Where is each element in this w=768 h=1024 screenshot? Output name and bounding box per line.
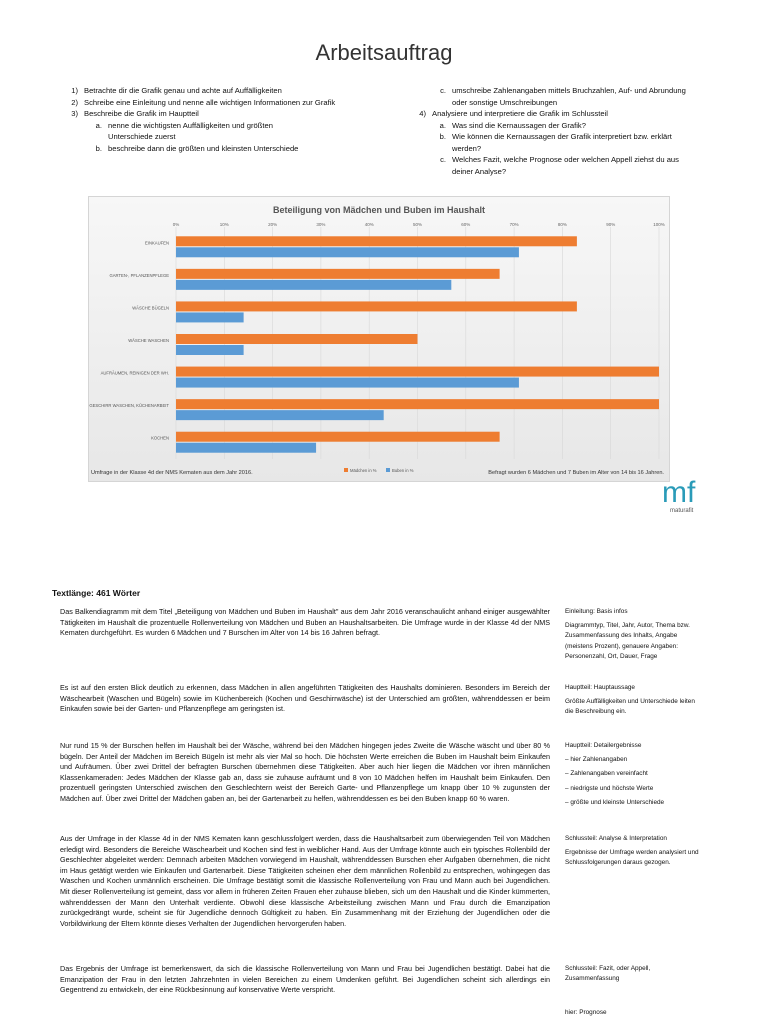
category-label: GARTEN-, PFLANZENPFLEGE [109, 272, 169, 278]
x-tick-label: 100% [653, 222, 665, 227]
x-tick-label: 60% [461, 222, 471, 227]
x-tick-label: 70% [509, 222, 519, 227]
bar-maedchen [176, 269, 500, 279]
bar-chart [88, 196, 670, 482]
side-note-details: Hauptteil: Detailergebnisse – hier Zahlenangaben – Zahlenangaben vereinfacht – niedrigste und höchste Werte – größte und kleinste Unterschiede [565, 742, 665, 806]
legend-label: Buben in % [392, 468, 414, 473]
task-subitem: c. Welches Fazit, welche Prognose oder welchen Appell ziehst du aus deiner Analyse? [440, 155, 679, 176]
bar-maedchen [176, 432, 500, 442]
bar-maedchen [176, 399, 659, 409]
x-tick-label: 10% [219, 222, 229, 227]
bar-buben [176, 410, 384, 420]
x-tick-label: 30% [316, 222, 326, 227]
task-list-right [400, 85, 710, 177]
bar-maedchen [176, 301, 577, 311]
task-item: 3) Beschreibe die Grafik im Hauptteil [71, 109, 199, 118]
x-tick-label: 20% [268, 222, 278, 227]
chart-canvas [89, 197, 669, 481]
svg-text:maturafit: maturafit [670, 508, 694, 514]
legend-swatch [386, 468, 390, 472]
paragraph-introduction: Das Balkendiagramm mit dem Titel „Beteiligung von Mädchen und Buben im Haushalt" aus dem Jahr 2016 veranschaulicht anhand einiger ausgewählter Tätigkeiten im Haushalt die prozentuelle Rollenverteilung von Mädchen und Buben an Haushaltsarbeiten. Die Umfrage wurde in der Klasse 4d der NMS Kematen durchgeführt. Es wurden 6 Mädchen und 7 Burschen im Alter von 14 bis 16 Jahren befragt. [60, 607, 550, 638]
svg-text:mf: mf [662, 476, 696, 509]
x-tick-label: 90% [606, 222, 616, 227]
task-subitem: a. Was sind die Kernaussagen der Grafik? [439, 120, 586, 130]
task-item: 4) Analysiere und interpretiere die Grafik im Schlussteil [419, 109, 608, 118]
x-tick-label: 50% [412, 222, 423, 227]
bar-buben [176, 312, 244, 322]
task-subitem: b. beschreibe dann die größten und kleinsten Unterschiede [95, 143, 299, 153]
category-label: AUFRÄUMEN, REINIGEN DER WH. [100, 370, 169, 376]
bar-maedchen [176, 367, 659, 377]
task-item: 2) Schreibe eine Einleitung und nenne alle wichtigen Informationen zur Grafik [71, 97, 336, 107]
side-note-analysis: Schlussteil: Analyse & Interpretation Ergebnisse der Umfrage werden analysiert und Schlussfolgerungen daraus gezogen. [565, 835, 699, 867]
side-note-main: Hauptteil: Hauptaussage Größte Auffälligkeiten und Unterschiede leiten die Beschreibung ein. [565, 684, 695, 716]
bar-buben [176, 280, 451, 290]
paragraph-analysis: Aus der Umfrage in der Klasse 4d in der NMS Kematen kann geschlussfolgert werden, dass die Haushaltsarbeit zum überwiegenden Teil von Mädchen erledigt wird. Besonders die Bereiche Wäschearbeit und Kochen sind fest in weiblicher Hand. Aus der Umfrage könnte auch ein typisches Rollenbild der Geschlechter abgeleitet werden: Demnach arbeiten Mädchen vorwiegend im Haushalt, währenddessen Burschen eher Aufgaben übernehmen, die nicht im Haus getätigt werden wie Einkaufen und Gartenarbeit. Diese Tätigkeiten scheinen eher dem männlichen Rollenbild zu entsprechen, wohingegen das Waschen und Kochen unmännlich erscheinen. Die Umfrage bestätigt somit die klassische Rollenverteilung von Frau und Mann auch bei Jugendlichen. Mit dieser Rollenverteilung ist gemeint, dass vor allem in früheren Zeiten Frauen eher zuhause blieben, sich um den Haushalt und die Kinder kümmerten, währenddessen der Mann den Unterhalt verdiente. Obwohl diese klassische Arbeitsteilung zwischen Mann und Frau durch die Emanzipation zurückgedrängt wurde, scheint sie für Jugendliche dennoch Gültigkeit zu haben. Ein Zusammenhang mit der Erziehung der Jugendlichen oder die Vorbildwirkung der Eltern könnte dieses Verhalten der Jugendlichen hervorgerufen haben. [60, 834, 550, 928]
chart-footnote-left: Umfrage in der Klasse 4d der NMS Kematen aus dem Jahr 2016. [91, 470, 253, 476]
side-note-prognosis: hier: Prognose [565, 1009, 607, 1016]
page-title: Arbeitsauftrag [315, 40, 453, 65]
paragraph-main-statement: Es ist auf den ersten Blick deutlich zu erkennen, dass Mädchen in allen angeführten Tätigkeiten des Haushalts dominieren. Besonders im Bereich der Wäschearbeit (Waschen und Bügeln) sowie im Küchenbereich (Kochen und Geschirrwäsche) ist der Unterschied am größten, währenddessen er beim Einkaufen sowie bei der Garten- und Pflanzenpflege am geringsten ist. [60, 683, 550, 714]
task-list-left [52, 85, 372, 154]
task-item: 1) Betrachte dir die Grafik genau und achte auf Auffälligkeiten [71, 86, 282, 95]
bar-buben [176, 345, 244, 355]
category-label: WÄSCHE BÜGELN [132, 305, 169, 311]
maturafit-logo [660, 474, 710, 514]
x-tick-label: 0% [172, 222, 180, 227]
bar-buben [176, 247, 519, 257]
side-note-introduction: Einleitung: Basis infos Diagrammtyp, Titel, Jahr, Autor, Thema bzw. Zusammenfassung des Inhalts, Angabe (meistens Prozent), genauere Angaben: Personenzahl, Ort, Dauer, Frage [565, 608, 690, 660]
category-label: EINKAUFEN [145, 240, 169, 246]
category-label: KOCHEN [151, 435, 169, 441]
side-note-conclusion: Schlussteil: Fazit, oder Appell, Zusammenfassung [565, 965, 651, 983]
bar-buben [176, 378, 519, 388]
category-label: WÄSCHE WASCHEN [128, 338, 169, 343]
task-subitem: b. Wie können die Kernaussagen der Grafik interpretiert bzw. erklärt werden? [439, 132, 672, 153]
x-tick-label: 80% [557, 222, 567, 227]
bar-maedchen [176, 236, 577, 246]
bar-maedchen [176, 334, 418, 344]
task-subitem: a. nenne die wichtigsten Auffälligkeiten und größten Unterschiede zuerst [95, 120, 273, 141]
x-tick-label: 40% [364, 222, 374, 227]
legend-label: Mädchen in % [350, 468, 377, 473]
chart-title: Beteiligung von Mädchen und Buben im Haushalt [272, 205, 486, 215]
paragraph-details: Nur rund 15 % der Burschen helfen im Haushalt bei der Wäsche, während bei den Mädchen hingegen jedes Zweite die Wäsche wäscht und über 80 % bügeln. Der Anteil der Mädchen im Bereich Bügeln ist mehr als vier Mal so hoch. Die höchsten Werte erreichen die Buben im Haushalt beim Einkaufen und Aufräumen. Über zwei Drittel der befragten Burschen übernehmen diese Tätigkeiten. Aber auch hier liegen die Mädchen vor ihren männlichen Klassenkameraden: Jedes Mädchen der Klasse gab an, dass sie zuhause aufräumt und 8 von 10 Mädchen helfen im Haushalt beim Einkaufen. Den prozentuell geringsten Unterschied zwischen den Geschlechtern weist der Bereich Garte- und Pflanzenpflege um knapp über 10 % zugunsten der Mädchen auf. Über zwei Drittel der Mädchen gaben an, bei der Gartenarbeit zu helfen, währenddessen es bei den Buben knapp 60 % waren. [60, 741, 550, 803]
legend-swatch [344, 468, 348, 472]
bar-buben [176, 443, 316, 453]
text-length-label: Textlänge: 461 Wörter [52, 588, 141, 598]
chart-footnote-right: Befragt wurden 6 Mädchen und 7 Buben im Alter von 14 bis 16 Jahren. [488, 470, 664, 476]
task-subitem: c. umschreibe Zahlenangaben mittels Bruchzahlen, Auf- und Abrundung oder sonstige Umschreibungen [440, 86, 686, 107]
category-label: GESCHIRR WASCHEN, KÜCHENARBEIT [89, 403, 169, 409]
paragraph-conclusion: Das Ergebnis der Umfrage ist bemerkenswert, da sich die klassische Rollenverteilung von Mann und Frau bei Jugendlichen bestätigt. Dabei hat die Emanzipation der Frau in den letzten Jahrzehnten in vielen Bereichen zu einem Umdenken geführt. Bei Jugendlichen scheint sich allerdings ein Gegentrend zu entwickeln, der eine Rückbesinnung auf konservative Werte verspricht. [60, 964, 550, 995]
